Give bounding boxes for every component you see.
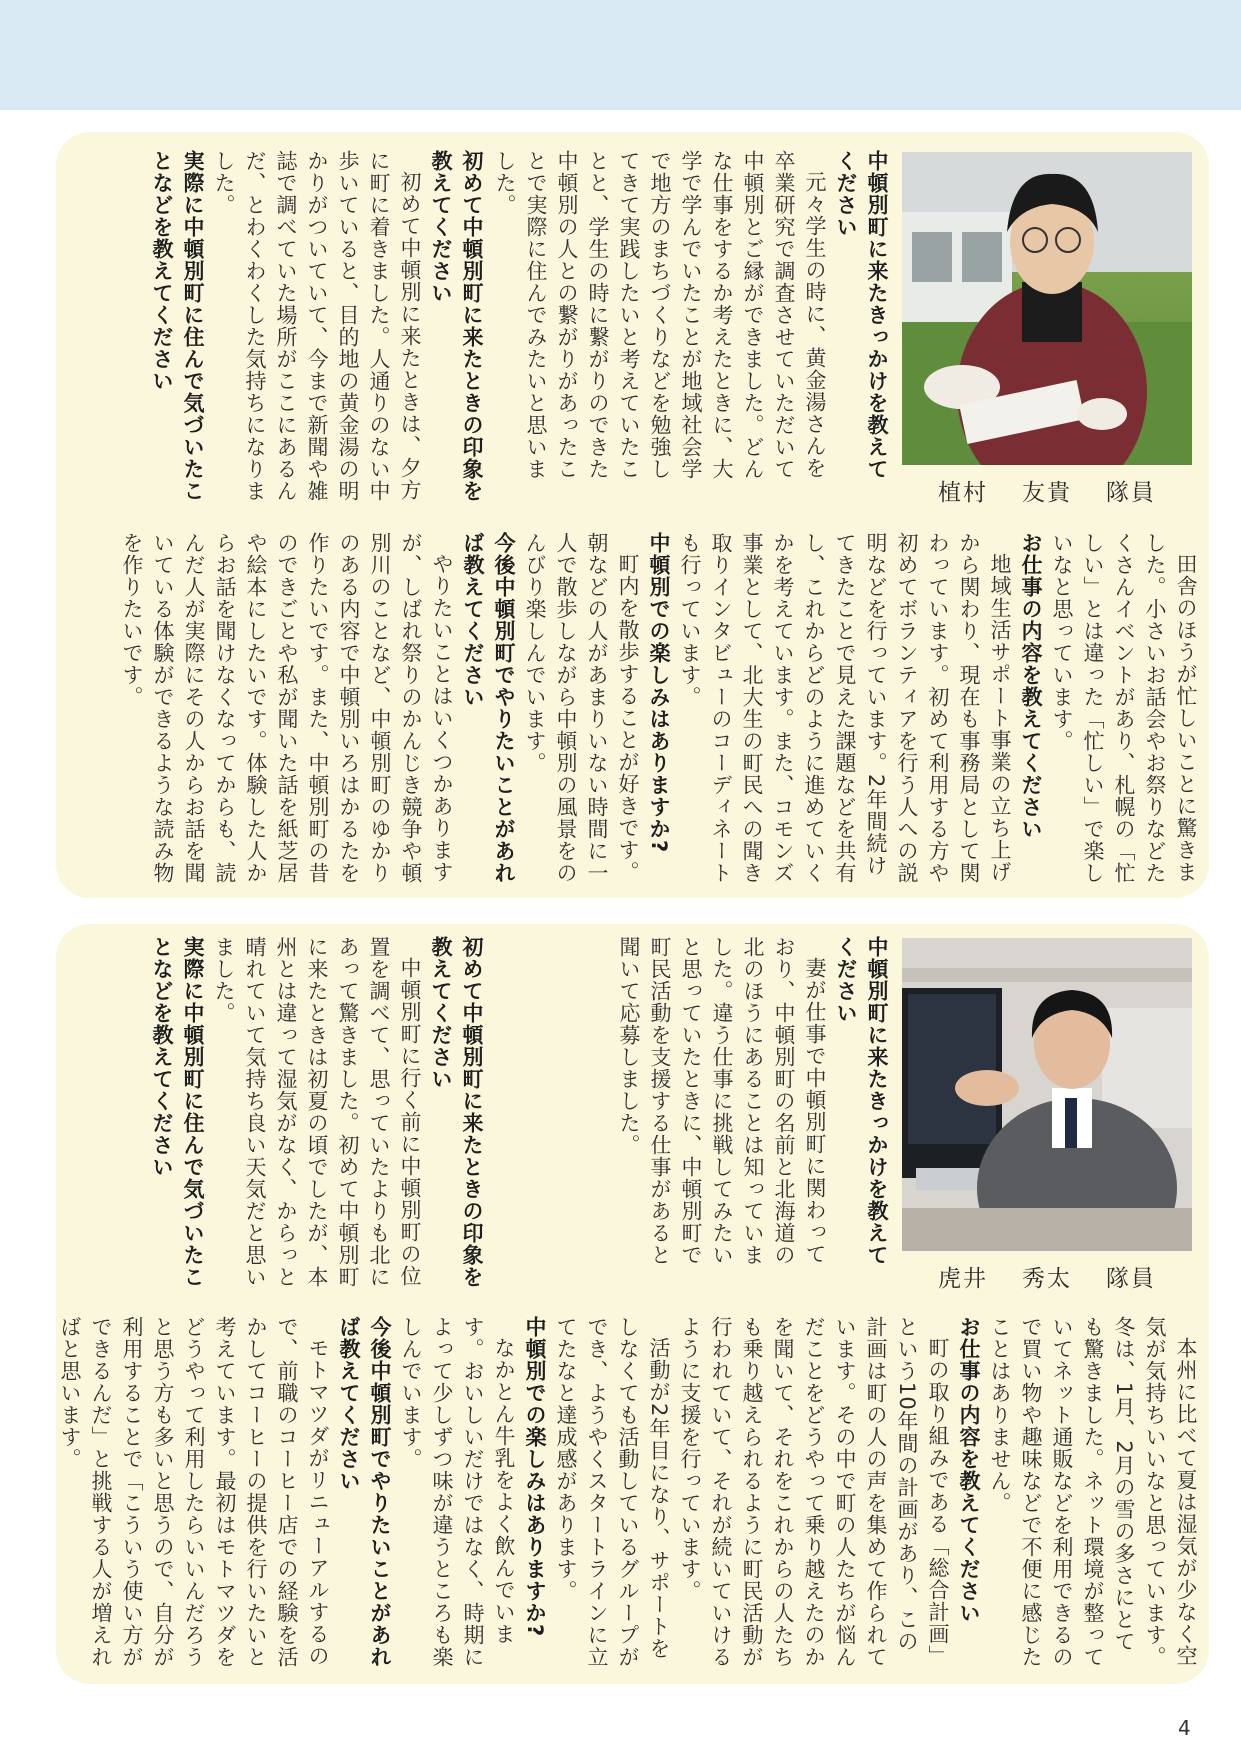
section-heading: お仕事の内容を教えてください: [957, 1316, 981, 1624]
header-band: [0, 0, 1241, 110]
member-photo-uemura: [902, 152, 1192, 465]
section-body: 本州に比べて夏は湿気が少なく空気が気持ちいいなと思っています。冬は、1月、2月の雪の多さにとても驚きました。ネット環境が整っていてネット通販などを利用できるので買い物や趣味などで不便に感じたことはありません。: [988, 1316, 1198, 1668]
section-body: 町内を散歩することが好きです。朝などの人があまりいない時間に一人で散歩しながら中頓別の風景をのんびり楽しんでいます。: [523, 532, 640, 884]
section-body: モトマツダがリニューアルするので、前職のコーヒー店での経験を活かしてコーヒーの提供を行いたいと考えています。最初はモトマツダをどうやって利用したらいいんだろうと思う方も多いと思うので、自分が利用することで「こういう使い方ができるんだ」と挑戦する人が増えればと思います。: [58, 1316, 330, 1668]
section-heading: お仕事の内容を教えてください: [1019, 532, 1043, 840]
member-photo-torai: [902, 938, 1192, 1251]
member-given-name: 友貴: [1022, 480, 1072, 506]
section-body: 初めて中頓別に来たときは、夕方に町に着きました。人通りのない中歩いていると、目的地の黄金湯の明かりがついていて、今まで新聞や雑誌で調べていた場所がここにあるんだ、とわくわくした気持ちになりました。: [212, 150, 422, 502]
section-heading: 中頓別での楽しみはありますか?: [523, 1316, 547, 1638]
section-heading: 実際に中頓別町に住んで気づいたことなどを教えてください: [150, 936, 205, 1288]
member-caption-torai: [902, 1260, 1192, 1293]
section-body: やりたいことはいくつかありますが、しばれ祭りのかんじき競争や頓別川のことなど、中頓別町のゆかりのある内容で中頓別いろはかるたを作りたいです。また、中頓別町の昔のできごとや私が聞いた話を紙芝居や絵本にしたいです。体験した人からお話を聞けなくなってからも、読んだ人が実際にその人からお話を聞いている体験ができるような読み物を作りたいです。: [120, 532, 454, 884]
member-surname: 植村: [938, 480, 988, 506]
section-heading: 今後中頓別町でやりたいことがあれば教えてください: [337, 1316, 392, 1668]
section-heading: 中頓別町に来たきっかけを教えてください: [834, 150, 889, 480]
member-surname: 虎井: [938, 1266, 988, 1292]
member-given-name: 秀太: [1022, 1266, 1072, 1292]
section-body: 妻が仕事で中頓別町に関わっており、中頓別町の名前と北海道の北のほうにあることは知っていました。違う仕事に挑戦してみたいと思っていたときに、中頓別町で町民活動を支援する仕事があると聞いて応募しました。: [617, 936, 827, 1266]
section-heading: 今後中頓別町でやりたいことがあれば教えてください: [461, 532, 516, 884]
section-body: 田舎のほうが忙しいことに驚きました。小さいお話会やお祭りなどたくさんイベントがあり、札幌の「忙しい」とは違った「忙しい」で楽しいなと思っています。: [1050, 532, 1198, 884]
page-number: 4: [1178, 1716, 1191, 1740]
member-title: 隊員: [1106, 1266, 1156, 1292]
member-panel-uemura: [56, 132, 1209, 898]
member-title: 隊員: [1106, 480, 1156, 506]
section-heading: 初めて中頓別町に来たときの印象を教えてください: [429, 936, 484, 1288]
section-heading: 実際に中頓別町に住んで気づいたことなどを教えてください: [150, 150, 205, 502]
section-body: 町の取り組みである「総合計画」という10年間の計画があり、この計画は町の人の声を集めて作られています。その中で町の人たちが悩んだことをどうやって乗り越えたのかを聞いて、それをこれからの人たちも乗り越えられるように町民活動が行われていて、それが続いていけるように支援を行っています。: [678, 1316, 950, 1668]
member-panel-torai: [56, 924, 1209, 1684]
column-bottom: [71, 532, 1201, 887]
column-top-left: [62, 150, 487, 505]
section-heading: 初めて中頓別町に来たときの印象を教えてください: [429, 150, 484, 502]
section-body: なかとん牛乳をよく飲んでいます。おいしいだけではなく、時期によって少しずつ味が違うところも楽しんでいます。: [399, 1316, 516, 1668]
section-body: 中頓別町に行く前に中頓別町の位置を調べて、思っていたよりも北にあって驚きました。初めて中頓別町に来たときは初夏の頃でしたが、本州とは違って湿気がなく、からっと晴れていて気持ち良い天気だと思いました。: [212, 936, 422, 1288]
member-caption-uemura: [902, 474, 1192, 507]
section-body: 元々学生の時に、黄金湯さんを卒業研究で調査させていただいて中頓別とご縁ができました。どんな仕事をするか考えたときに、大学で学んでいたことが地域社会学で地方のまちづくりなどを勉強してきて実践したいと考えていたことと、学生の時に繋がりのできた中頓別の人との繋がりがあったことで実際に住んでみたいと思いました。: [493, 150, 827, 480]
column-bottom: [58, 1316, 1201, 1671]
section-heading: 中頓別町に来たきっかけを教えてください: [834, 936, 889, 1266]
section-body: 活動が2年目になり、サポートをしなくても活動しているグループができ、ようやくスタートラインに立てたなと達成感があります。: [554, 1316, 671, 1668]
section-heading: 中頓別での楽しみはありますか?: [647, 532, 671, 854]
section-body: 地域生活サポート事業の立ち上げから関わり、現在も事務局として関わっています。初めて利用する方や初めてボランティアを行う人への説明などを行っています。2年間続けてきたことで見えた課題などを共有し、これからどのように進めていくかを考えています。また、コモンズ事業として、北大生の町民への聞き取りインタビューのコーディネートも行っています。: [678, 532, 1012, 884]
column-top-left: [62, 936, 487, 1291]
